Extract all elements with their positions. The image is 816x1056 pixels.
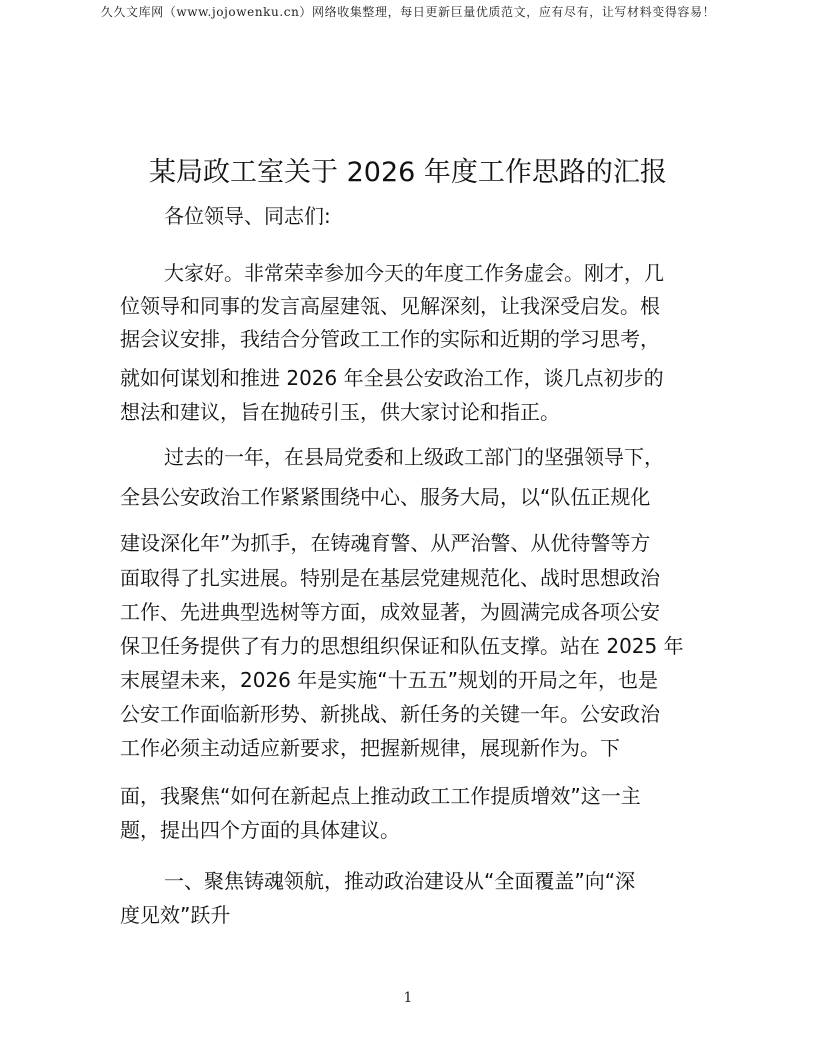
body-text-line: 过去的一年，在县局党委和上级政工部门的坚强领导下， (164, 445, 664, 469)
section-heading-line: 一、聚焦铸魂领航，推动政治建设从“全面覆盖”向“深 (164, 869, 636, 893)
body-text-line: 全县公安政治工作紧紧围绕中心、服务大局，以“队伍正规化 (120, 485, 651, 509)
body-text-line: 就如何谋划和推进 2026 年全县公安政治工作，谈几点初步的 (120, 366, 664, 390)
body-text-line: 位领导和同事的发言高屋建瓴、见解深刻，让我深受启发。根 (120, 294, 660, 318)
body-text-line: 保卫任务提供了有力的思想组织保证和队伍支撑。站在 2025 年 (120, 634, 684, 658)
body-text-line: 大家好。非常荣幸参加今天的年度工作务虚会。刚才，几 (164, 261, 664, 285)
body-text-line: 工作、先进典型选树等方面，成效显著，为圆满完成各项公安 (120, 600, 660, 624)
body-text-line: 公安工作面临新形势、新挑战、新任务的关键一年。公安政治 (120, 702, 660, 726)
body-text-line: 建设深化年”为抓手，在铸魂育警、从严治警、从优待警等方 (120, 531, 651, 555)
page-number: 1 (403, 990, 413, 1006)
page-header-source-note: 久久文库网（www.jojowenku.cn）网络收集整理，每日更新巨量优质范文，应有尽有，让写材料变得容易！ (100, 5, 716, 19)
salutation-line: 各位领导、同志们: (164, 204, 331, 228)
body-text-line: 末展望未来，2026 年是实施“十五五”规划的开局之年，也是 (120, 668, 658, 692)
body-text-line: 题，提出四个方面的具体建议。 (120, 818, 400, 842)
body-text-line: 想法和建议，旨在抛砖引玉，供大家讨论和指正。 (120, 400, 560, 424)
body-text-line: 据会议安排，我结合分管政工工作的实际和近期的学习思考， (120, 327, 660, 351)
section-heading-line: 度见效”跃升 (120, 903, 231, 927)
body-text-line: 面，我聚焦“如何在新起点上推动政工工作提质增效”这一主 (120, 784, 641, 808)
body-text-line: 面取得了扎实进展。特别是在基层党建规范化、战时思想政治 (120, 566, 660, 590)
document-title: 某局政工室关于 2026 年度工作思路的汇报 (149, 157, 667, 188)
body-text-line: 工作必须主动适应新要求，把握新规律，展现新作为。下 (120, 736, 620, 760)
